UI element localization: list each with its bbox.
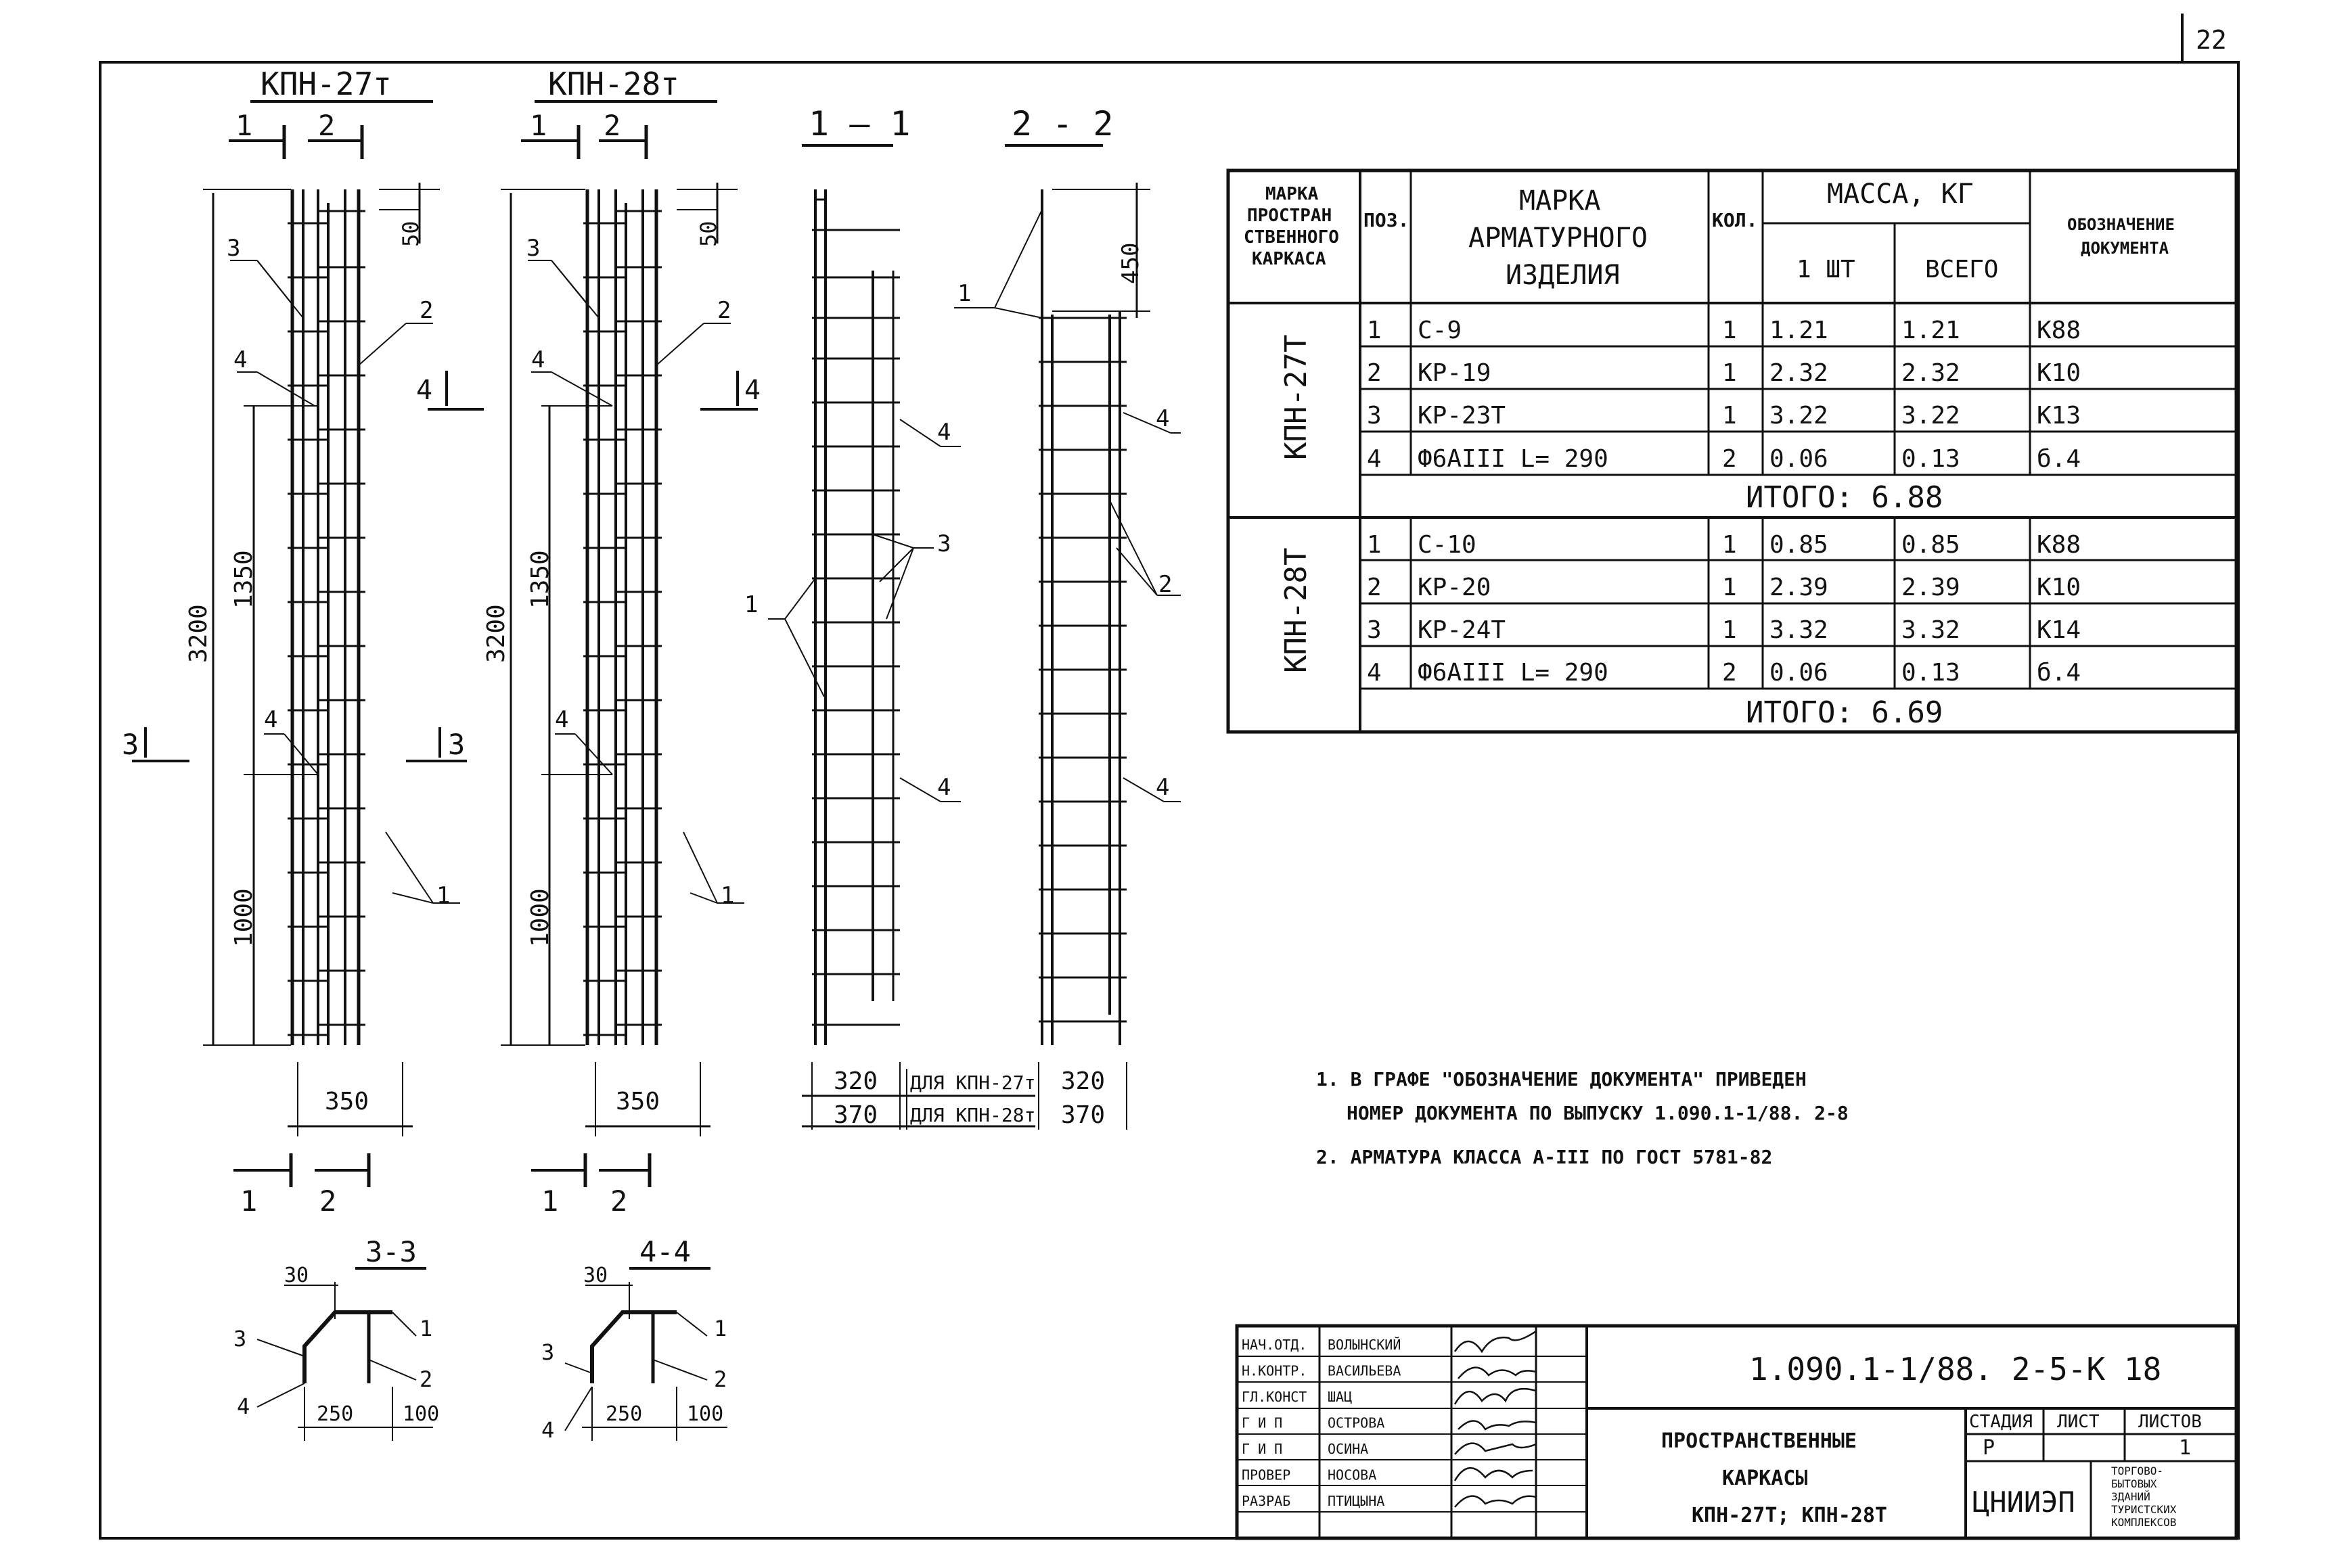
dim-1000-kpn28: 1000 xyxy=(526,888,554,947)
section-mark-2-top-28: 2 xyxy=(604,109,621,142)
callout-s44-3: 3 xyxy=(541,1339,555,1365)
dim-3200-kpn27: 3200 xyxy=(185,604,212,663)
labels-section-3-3 xyxy=(233,1264,439,1426)
cell-one: 0.06 xyxy=(1769,445,1828,473)
cell-item: КР-23Т xyxy=(1418,402,1506,430)
note-1-cont: НОМЕР ДОКУМЕНТА ПО ВЫПУСКУ 1.090.1-1/88. 2-8 xyxy=(1347,1102,1849,1124)
cell-item: КР-19 xyxy=(1418,359,1491,387)
cell-one: 1.21 xyxy=(1769,317,1828,344)
callout-s22-4: 4 xyxy=(1156,405,1170,432)
total-kpn-28t: ИТОГО: 6.69 xyxy=(1746,695,1943,730)
cell-item: Ф6АIII L= 290 xyxy=(1418,659,1608,687)
cell-item: КР-24Т xyxy=(1418,616,1506,644)
cell-pos: 2 xyxy=(1367,359,1382,387)
th-doc-2: ДОКУМЕНТА xyxy=(2081,239,2169,258)
cell-one: 2.39 xyxy=(1769,574,1828,601)
cell-total: 3.32 xyxy=(1901,616,1960,644)
th-mass: МАССА, КГ xyxy=(1827,179,1974,210)
cell-item: С-9 xyxy=(1418,317,1462,344)
callout-s22-4b: 4 xyxy=(1156,774,1170,801)
th-doc-1: ОБОЗНАЧЕНИЕ xyxy=(2067,215,2175,234)
callout-s33-3: 3 xyxy=(233,1326,247,1352)
cell-qty: 1 xyxy=(1722,574,1737,601)
cell-pos: 2 xyxy=(1367,574,1382,601)
callout-s33-2: 2 xyxy=(420,1366,433,1392)
dim-1350-kpn27: 1350 xyxy=(230,550,258,609)
callout-s11-4: 4 xyxy=(937,419,951,446)
section-title-2-2: 2 - 2 xyxy=(1012,104,1114,143)
title-line-1: ПРОСТРАНСТВЕННЫЕ xyxy=(1661,1429,1857,1453)
dim-320-right: 320 xyxy=(1061,1067,1106,1095)
total-kpn-27t: ИТОГО: 6.88 xyxy=(1746,480,1943,515)
cell-qty: 1 xyxy=(1722,359,1737,387)
signatures xyxy=(1455,1331,1536,1507)
person-name: ОСТРОВА xyxy=(1328,1414,1385,1431)
cell-doc: К88 xyxy=(2037,531,2081,559)
project-line-4: ТУРИСТСКИХ xyxy=(2111,1503,2177,1516)
person-role: НАЧ.ОТД. xyxy=(1242,1337,1307,1353)
callout-2-28: 2 xyxy=(717,297,731,324)
label-for-kpn-28t: ДЛЯ КПН-28т xyxy=(910,1104,1036,1126)
cell-qty: 1 xyxy=(1722,531,1737,559)
person-name: ВАСИЛЬЕВА xyxy=(1328,1362,1401,1379)
section-title-1-1: 1 — 1 xyxy=(809,104,911,143)
cell-qty: 1 xyxy=(1722,317,1737,344)
note-1: 1. В ГРАФЕ "ОБОЗНАЧЕНИЕ ДОКУМЕНТА" ПРИВЕДЕН xyxy=(1316,1068,1807,1090)
person-name: ВОЛЫНСКИЙ xyxy=(1328,1337,1401,1353)
labels-section-2-2 xyxy=(957,243,1172,1129)
cell-qty: 2 xyxy=(1722,659,1737,687)
cell-qty: 2 xyxy=(1722,445,1737,473)
dim-30-s44: 30 xyxy=(583,1264,608,1287)
project-line-1: ТОРГОВО- xyxy=(2111,1465,2164,1477)
dim-370-left: 370 xyxy=(834,1101,878,1129)
cell-total: 0.13 xyxy=(1901,659,1960,687)
cell-one: 3.22 xyxy=(1769,402,1828,430)
th-pos: ПОЗ. xyxy=(1363,209,1409,231)
cell-pos: 4 xyxy=(1367,445,1382,473)
cell-item: С-10 xyxy=(1418,531,1476,559)
section-mark-2-top: 2 xyxy=(318,109,336,142)
callout-4-28: 4 xyxy=(531,346,545,373)
person-role: Н.КОНТР. xyxy=(1242,1362,1307,1379)
table-body xyxy=(1279,335,1313,673)
cell-doc: К10 xyxy=(2037,359,2081,387)
title-line-3: КПН-27Т; КПН-28Т xyxy=(1692,1504,1887,1527)
project-line-5: КОМПЛЕКСОВ xyxy=(2111,1516,2177,1529)
cell-doc: К13 xyxy=(2037,402,2081,430)
cell-one: 0.06 xyxy=(1769,659,1828,687)
section-mark-3-right: 3 xyxy=(448,728,466,761)
sheet-header: ЛИСТ xyxy=(2057,1412,2100,1432)
callout-4: 4 xyxy=(233,346,248,373)
cell-pos: 1 xyxy=(1367,317,1382,344)
dim-3200-kpn28: 3200 xyxy=(482,604,510,663)
page-number: 22 xyxy=(2196,25,2227,55)
dim-1350-kpn28: 1350 xyxy=(526,550,554,609)
th-item-1: МАРКА xyxy=(1519,185,1601,216)
cell-one: 3.32 xyxy=(1769,616,1828,644)
label-for-kpn-27t: ДЛЯ КПН-27т xyxy=(910,1071,1036,1094)
th-total: ВСЕГО xyxy=(1925,256,1999,283)
dim-100-s44: 100 xyxy=(687,1402,724,1426)
view-title-kpn-28t: КПН-28т xyxy=(548,66,679,102)
th-frame-1: МАРКА xyxy=(1265,184,1319,204)
person-role: ГЛ.КОНСТ xyxy=(1242,1389,1307,1405)
cell-total: 2.32 xyxy=(1901,359,1960,387)
callout-s22-1: 1 xyxy=(957,280,972,307)
th-one: 1 ШТ xyxy=(1797,256,1855,283)
cell-total: 3.22 xyxy=(1901,402,1960,430)
labels-section-4-4 xyxy=(541,1264,727,1443)
dim-370-right: 370 xyxy=(1061,1101,1106,1129)
section-title-3-3: 3-3 xyxy=(365,1235,417,1268)
title-line-2: КАРКАСЫ xyxy=(1722,1467,1808,1490)
callout-s44-1: 1 xyxy=(714,1316,727,1341)
callout-s11-4b: 4 xyxy=(937,774,951,801)
dim-450: 450 xyxy=(1117,242,1144,284)
section-mark-4-right: 4 xyxy=(744,375,761,406)
dim-1000-kpn27: 1000 xyxy=(230,888,258,947)
th-frame-2: ПРОСТРАН xyxy=(1247,206,1332,226)
elevation-kpn-27t xyxy=(122,66,484,1218)
stage-header: СТАДИЯ xyxy=(1969,1412,2033,1432)
notes xyxy=(1316,1068,1849,1168)
callout-s11-1: 1 xyxy=(744,591,759,618)
cell-total: 0.85 xyxy=(1901,531,1960,559)
th-frame-4: КАРКАСА xyxy=(1252,249,1326,269)
table-rows xyxy=(1367,317,2081,687)
sheets-value: 1 xyxy=(2179,1436,2192,1460)
cell-one: 2.32 xyxy=(1769,359,1828,387)
cell-total: 2.39 xyxy=(1901,574,1960,601)
section-mark-1-top-28: 1 xyxy=(530,109,547,142)
dim-100-s33: 100 xyxy=(403,1402,440,1426)
cell-pos: 4 xyxy=(1367,659,1382,687)
document-code: 1.090.1-1/88. 2-5-К 18 xyxy=(1749,1351,2162,1387)
cell-pos: 1 xyxy=(1367,531,1382,559)
cell-total: 1.21 xyxy=(1901,317,1960,344)
organization: ЦНИИЭП xyxy=(1972,1485,2075,1519)
section-mark-1-top: 1 xyxy=(235,109,253,142)
section-mark-1-bottom: 1 xyxy=(240,1184,258,1218)
person-role: РАЗРАБ xyxy=(1242,1493,1291,1509)
dim-50-kpn27: 50 xyxy=(398,221,424,247)
section-mark-1-bottom-28: 1 xyxy=(541,1184,559,1218)
note-2: 2. АРМАТУРА КЛАССА А-III ПО ГОСТ 5781-82 xyxy=(1316,1146,1773,1168)
th-qty: КОЛ. xyxy=(1712,209,1758,231)
cell-doc: К10 xyxy=(2037,574,2081,601)
dim-50-kpn28: 50 xyxy=(696,221,721,247)
cell-pos: 3 xyxy=(1367,616,1382,644)
section-mark-3-left: 3 xyxy=(122,728,139,761)
labels-section-1-1 xyxy=(744,419,1035,1129)
dim-30-s33: 30 xyxy=(284,1264,309,1287)
cell-one: 0.85 xyxy=(1769,531,1828,559)
cell-total: 0.13 xyxy=(1901,445,1960,473)
frame-kpn-27t: КПН-27Т xyxy=(1279,334,1313,460)
section-1-1 xyxy=(768,104,1035,1130)
dim-350-kpn27: 350 xyxy=(325,1088,369,1115)
callout-s11-3: 3 xyxy=(937,530,951,557)
cell-item: Ф6АIII L= 290 xyxy=(1418,445,1608,473)
section-title-4-4: 4-4 xyxy=(639,1235,691,1268)
view-title-kpn-27t: КПН-27т xyxy=(261,66,392,102)
person-role: Г И П xyxy=(1242,1414,1283,1431)
callout-4b: 4 xyxy=(264,706,278,733)
section-mark-4: 4 xyxy=(416,375,433,406)
cell-doc: К14 xyxy=(2037,616,2081,644)
dim-250-s44: 250 xyxy=(606,1402,643,1426)
project-line-3: ЗДАНИЙ xyxy=(2111,1490,2150,1503)
cell-pos: 3 xyxy=(1367,402,1382,430)
callout-3: 3 xyxy=(227,235,241,262)
title-block-text xyxy=(1661,1351,2202,1529)
dim-350-kpn28: 350 xyxy=(616,1088,660,1115)
th-item-2: АРМАТУРНОГО xyxy=(1468,223,1648,254)
cell-doc: К88 xyxy=(2037,317,2081,344)
callout-3-28: 3 xyxy=(526,235,541,262)
cell-doc: б.4 xyxy=(2037,659,2081,687)
callout-s44-4: 4 xyxy=(541,1417,555,1443)
sheets-header: ЛИСТОВ xyxy=(2138,1412,2202,1432)
cell-qty: 1 xyxy=(1722,616,1737,644)
person-role: ПРОВЕР xyxy=(1242,1467,1291,1483)
cell-item: КР-20 xyxy=(1418,574,1491,601)
callout-2: 2 xyxy=(420,297,434,324)
section-mark-2-bottom-28: 2 xyxy=(610,1184,628,1218)
person-role: Г И П xyxy=(1242,1441,1283,1457)
cell-doc: б.4 xyxy=(2037,445,2081,473)
callout-s33-1: 1 xyxy=(420,1316,433,1341)
callout-4b-28: 4 xyxy=(555,706,569,733)
title-block-people xyxy=(1242,1337,1401,1509)
dim-320-left: 320 xyxy=(834,1067,878,1095)
person-name: ШАЦ xyxy=(1328,1389,1353,1405)
callout-s44-2: 2 xyxy=(714,1366,727,1392)
person-name: НОСОВА xyxy=(1328,1467,1377,1483)
cell-qty: 1 xyxy=(1722,402,1737,430)
callout-s33-4: 4 xyxy=(237,1393,250,1419)
dim-250-s33: 250 xyxy=(317,1402,354,1426)
project-line-2: БЫТОВЫХ xyxy=(2111,1477,2157,1490)
callout-1-28: 1 xyxy=(721,882,735,909)
section-2-2 xyxy=(954,104,1181,1130)
th-frame-3: СТВЕННОГО xyxy=(1244,227,1339,248)
frame-kpn-28t: КПН-28Т xyxy=(1279,547,1313,673)
person-name: ПТИЦЫНА xyxy=(1328,1493,1385,1509)
person-name: ОСИНА xyxy=(1328,1441,1369,1457)
stage-value: Р xyxy=(1983,1436,1995,1460)
section-mark-2-bottom: 2 xyxy=(319,1184,337,1218)
th-item-3: ИЗДЕЛИЯ xyxy=(1506,260,1620,291)
callout-1: 1 xyxy=(436,882,451,909)
callout-s22-2: 2 xyxy=(1158,571,1173,598)
